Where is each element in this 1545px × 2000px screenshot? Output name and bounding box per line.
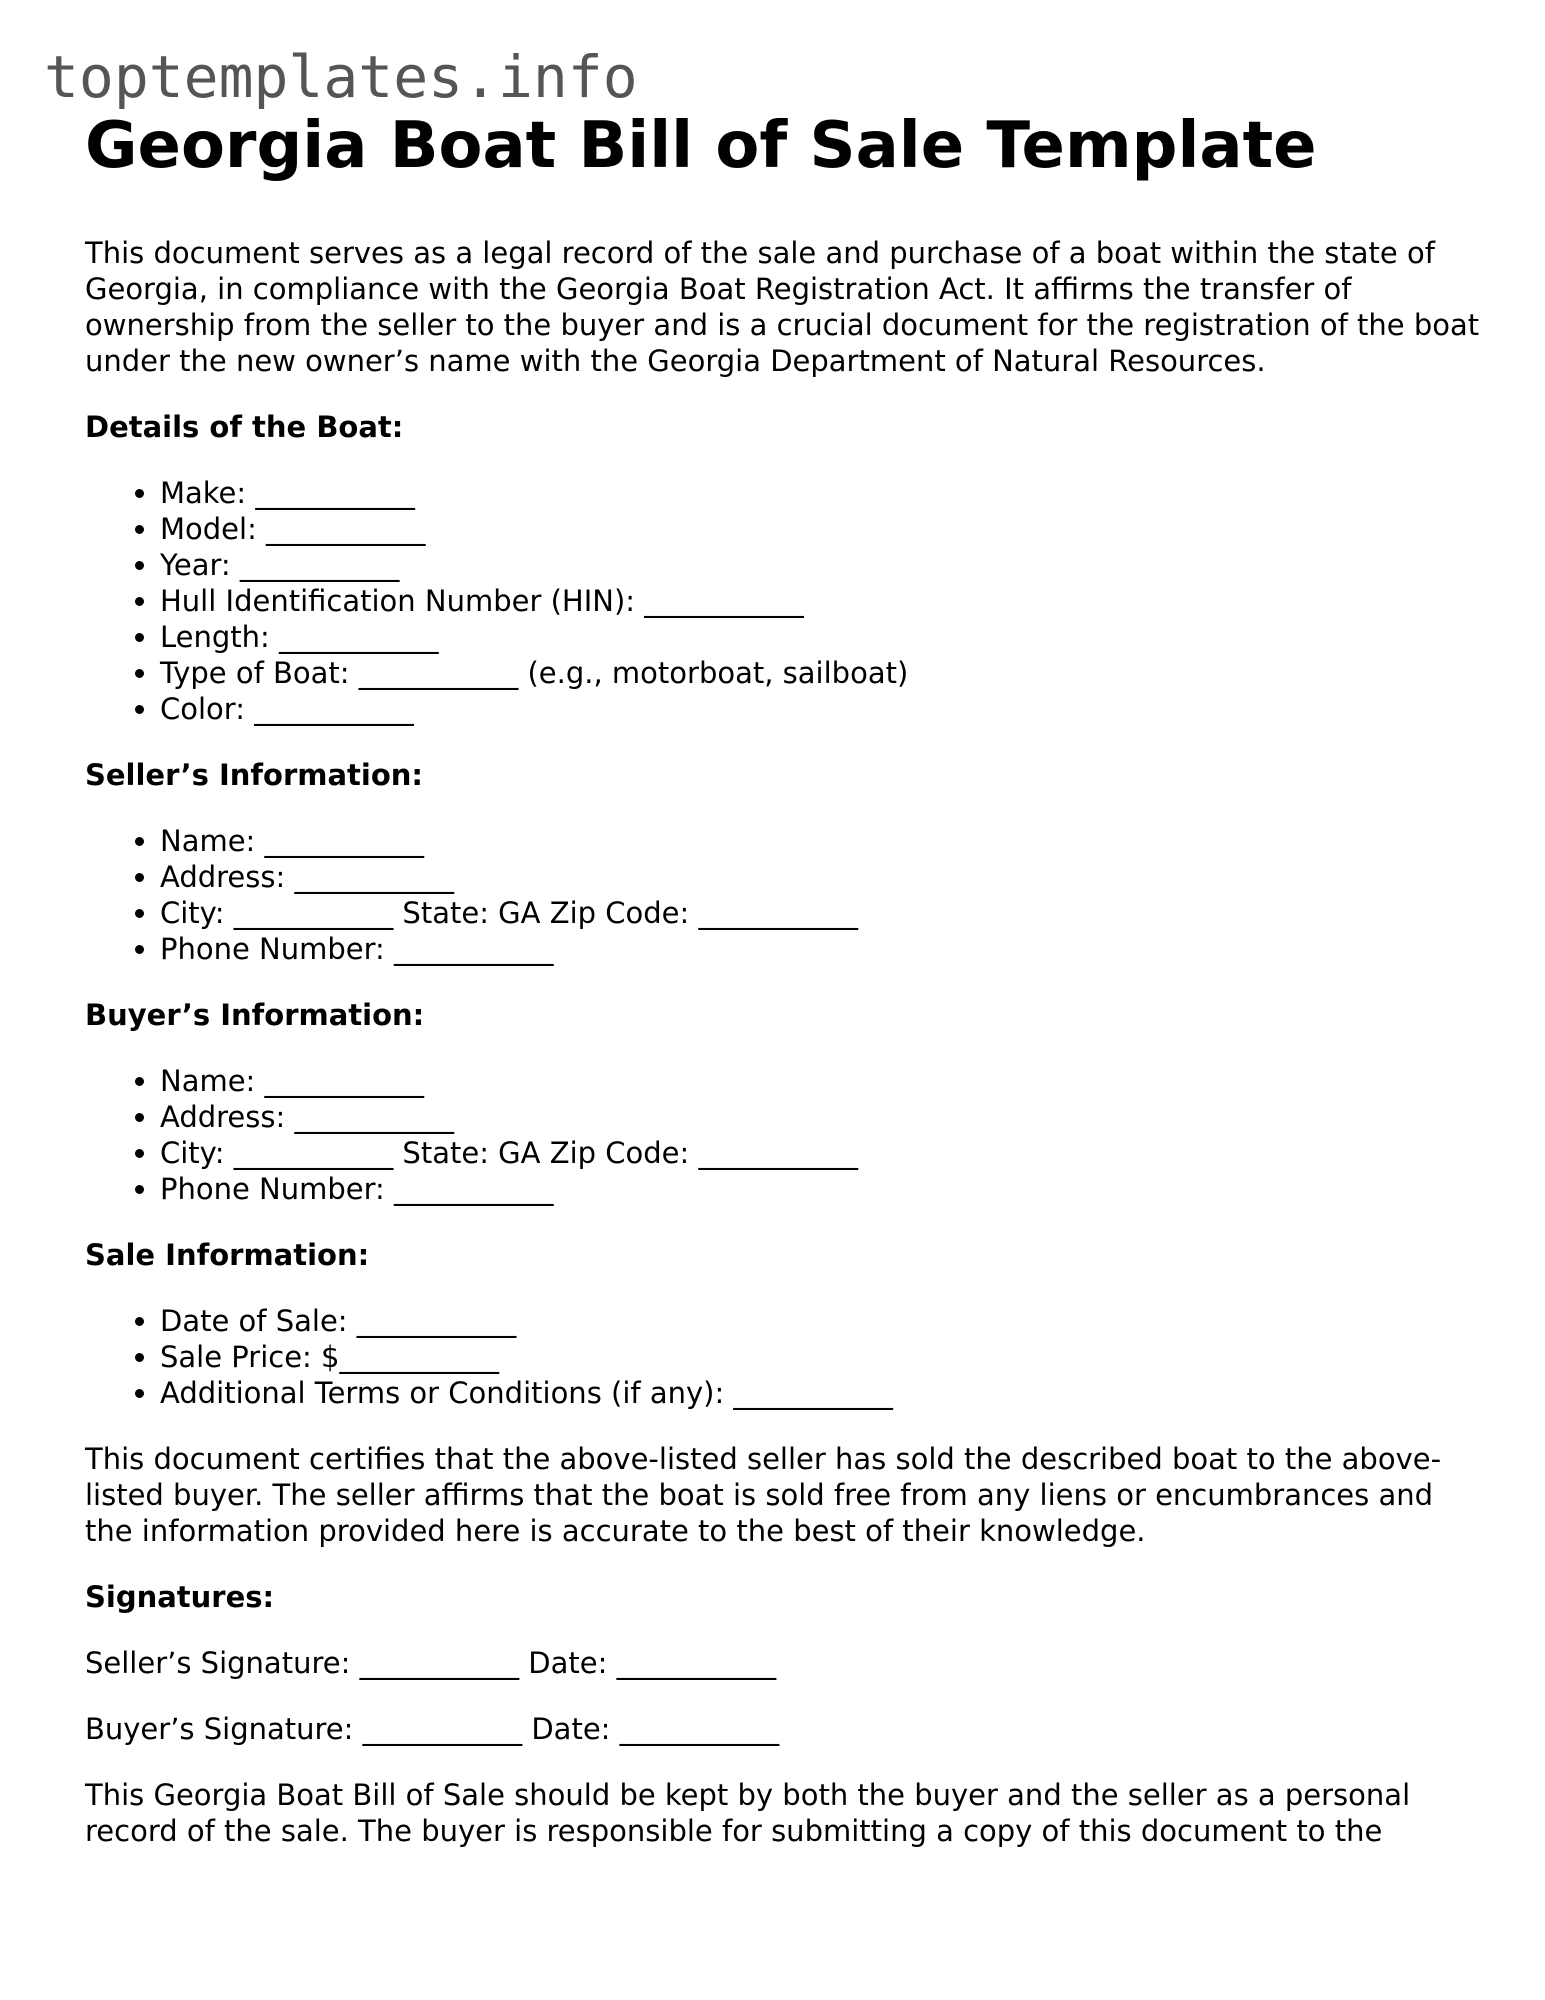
list-item: • Name: ___________ <box>160 1063 1485 1099</box>
list-item: • Additional Terms or Conditions (if any): ___________ <box>160 1375 1485 1411</box>
list-item: • Year: ___________ <box>160 547 1485 583</box>
signatures-heading: Signatures: <box>85 1579 275 1614</box>
list-item: • Model: ___________ <box>160 511 1485 547</box>
list-item: • Date of Sale: ___________ <box>160 1303 1485 1339</box>
list-item: • Make: ___________ <box>160 475 1485 511</box>
page-title: Georgia Boat Bill of Sale Template <box>85 109 1317 183</box>
list-item: • Sale Price: $___________ <box>160 1339 1485 1375</box>
sale-info-list <box>85 1303 1485 1411</box>
list-item: • Phone Number: ___________ <box>160 1171 1485 1207</box>
list-item: • Phone Number: ___________ <box>160 931 1485 967</box>
buyer-info-heading: Buyer’s Information: <box>85 997 425 1032</box>
intro-paragraph: This document serves as a legal record of the sale and purchase of a boat within the state of Georgia, in compliance with the Georgia Boat Registration Act. It affirms the transfer of ownership from the seller to the buyer and is a crucial document for the registration of the boat under the new owner’s name with the Georgia Department of Natural Resources. <box>85 235 1480 378</box>
buyer-info-list <box>85 1063 1485 1207</box>
list-item: • Name: ___________ <box>160 823 1485 859</box>
seller-signature-line: Seller’s Signature: ___________ Date: ___________ <box>85 1645 777 1680</box>
list-item: • Color: ___________ <box>160 691 1485 727</box>
list-item: • Type of Boat: ___________ (e.g., motorboat, sailboat) <box>160 655 1485 691</box>
list-item: • Hull Identification Number (HIN): ___________ <box>160 583 1485 619</box>
buyer-signature-line: Buyer’s Signature: ___________ Date: ___________ <box>85 1711 780 1746</box>
seller-info-list <box>85 823 1485 967</box>
document-page <box>85 108 1485 1849</box>
list-item: • Length: ___________ <box>160 619 1485 655</box>
list-item: • City: ___________ State: GA Zip Code: ___________ <box>160 895 1485 931</box>
seller-info-heading: Seller’s Information: <box>85 757 424 792</box>
boat-details-list <box>85 475 1485 727</box>
list-item: • City: ___________ State: GA Zip Code: ___________ <box>160 1135 1485 1171</box>
certification-paragraph: This document certifies that the above-listed seller has sold the described boat to the above-listed buyer. The seller affirms that the boat is sold free from any liens or encumbrances and the information provided here is accurate to the best of their knowledge. <box>85 1441 1442 1548</box>
closing-paragraph: This Georgia Boat Bill of Sale should be kept by both the buyer and the seller as a personal record of the sale. The buyer is responsible for submitting a copy of this document to the <box>85 1777 1411 1848</box>
boat-details-heading: Details of the Boat: <box>85 409 404 444</box>
sale-info-heading: Sale Information: <box>85 1237 370 1272</box>
list-item: • Address: ___________ <box>160 1099 1485 1135</box>
list-item: • Address: ___________ <box>160 859 1485 895</box>
watermark: toptemplates.info <box>44 43 638 111</box>
